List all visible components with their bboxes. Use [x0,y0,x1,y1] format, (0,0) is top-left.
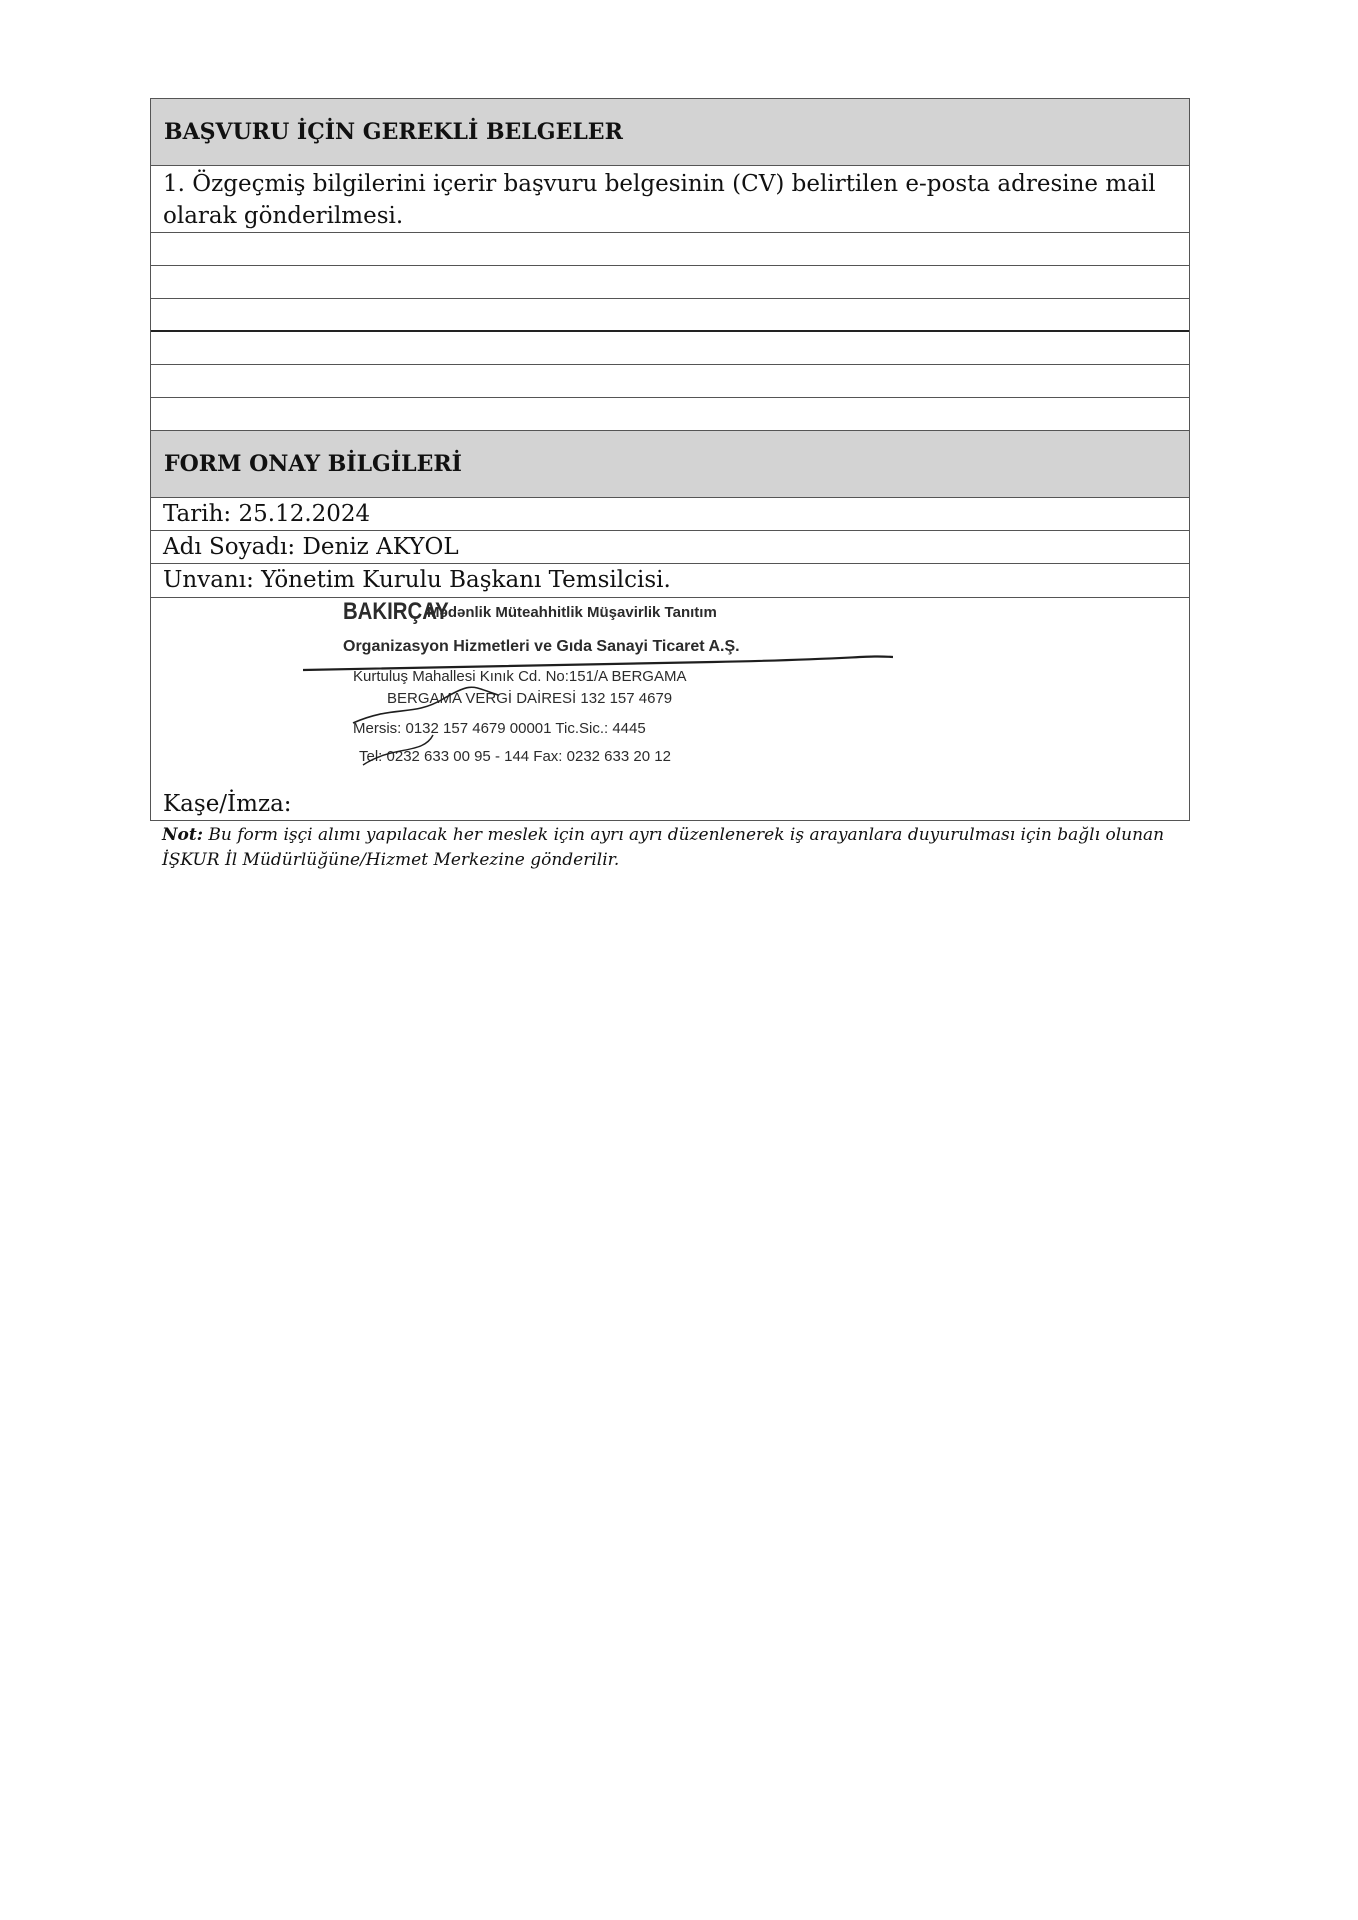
requirement-item-1: 1. Özgeçmiş bilgilerini içerir başvuru belgesinin (CV) belirtilen e-posta adresine mail olarak gönderilmesi. [151,166,1189,233]
footnote-text: Bu form işçi alımı yapılacak her meslek için ayrı ayrı düzenlenerek iş arayanlara duyurulması için bağlı olunan İŞKUR İl Müdürlüğüne/Hizmet Merkezine gönderilir. [162,825,1165,870]
footnote-label: Not: [162,825,204,845]
footnote [150,823,1190,873]
approval-position: Unvanı: Yönetim Kurulu Başkanı Temsilcisi. [163,567,671,593]
requirement-empty-row [151,398,1189,431]
signature-label: Kaşe/İmza: [163,791,292,817]
stamp-line-1: Mədənlik Müteahhitlik Müşavirlik Tanıtım [427,604,717,621]
stamp-line-6: Tel: 0232 633 00 95 - 144 Fax: 0232 633 20 12 [359,748,671,765]
stamp-line-3: Kurtuluş Mahallesi Kınık Cd. No:151/A BERGAMA [353,668,687,685]
stamp-company-name: BAKIRÇAY [342,597,449,625]
approval-header: FORM ONAY BİLGİLERİ [151,431,1189,498]
approval-date: Tarih: 25.12.2024 [151,498,1189,531]
requirement-empty-row [151,233,1189,266]
company-stamp [303,595,893,775]
signature-area [151,597,1189,821]
stamp-line-5: Mersis: 0132 157 4679 00001 Tic.Sic.: 4445 [353,720,646,737]
requirements-table [150,98,1190,821]
requirement-empty-row [151,365,1189,398]
stamp-line-2: Organizasyon Hizmetleri ve Gıda Sanayi Ticaret A.Ş. [343,638,740,655]
position-row-border [897,597,1189,598]
requirement-empty-row [151,299,1189,332]
approval-name: Adı Soyadı: Deniz AKYOL [151,531,1189,564]
requirement-empty-row [151,332,1189,365]
requirement-empty-row [151,266,1189,299]
form-sheet [150,98,1190,873]
requirements-header: BAŞVURU İÇİN GEREKLİ BELGELER [151,99,1189,166]
stamp-line-4: BERGAMA VERGİ DAİRESİ 132 157 4679 [387,690,673,707]
